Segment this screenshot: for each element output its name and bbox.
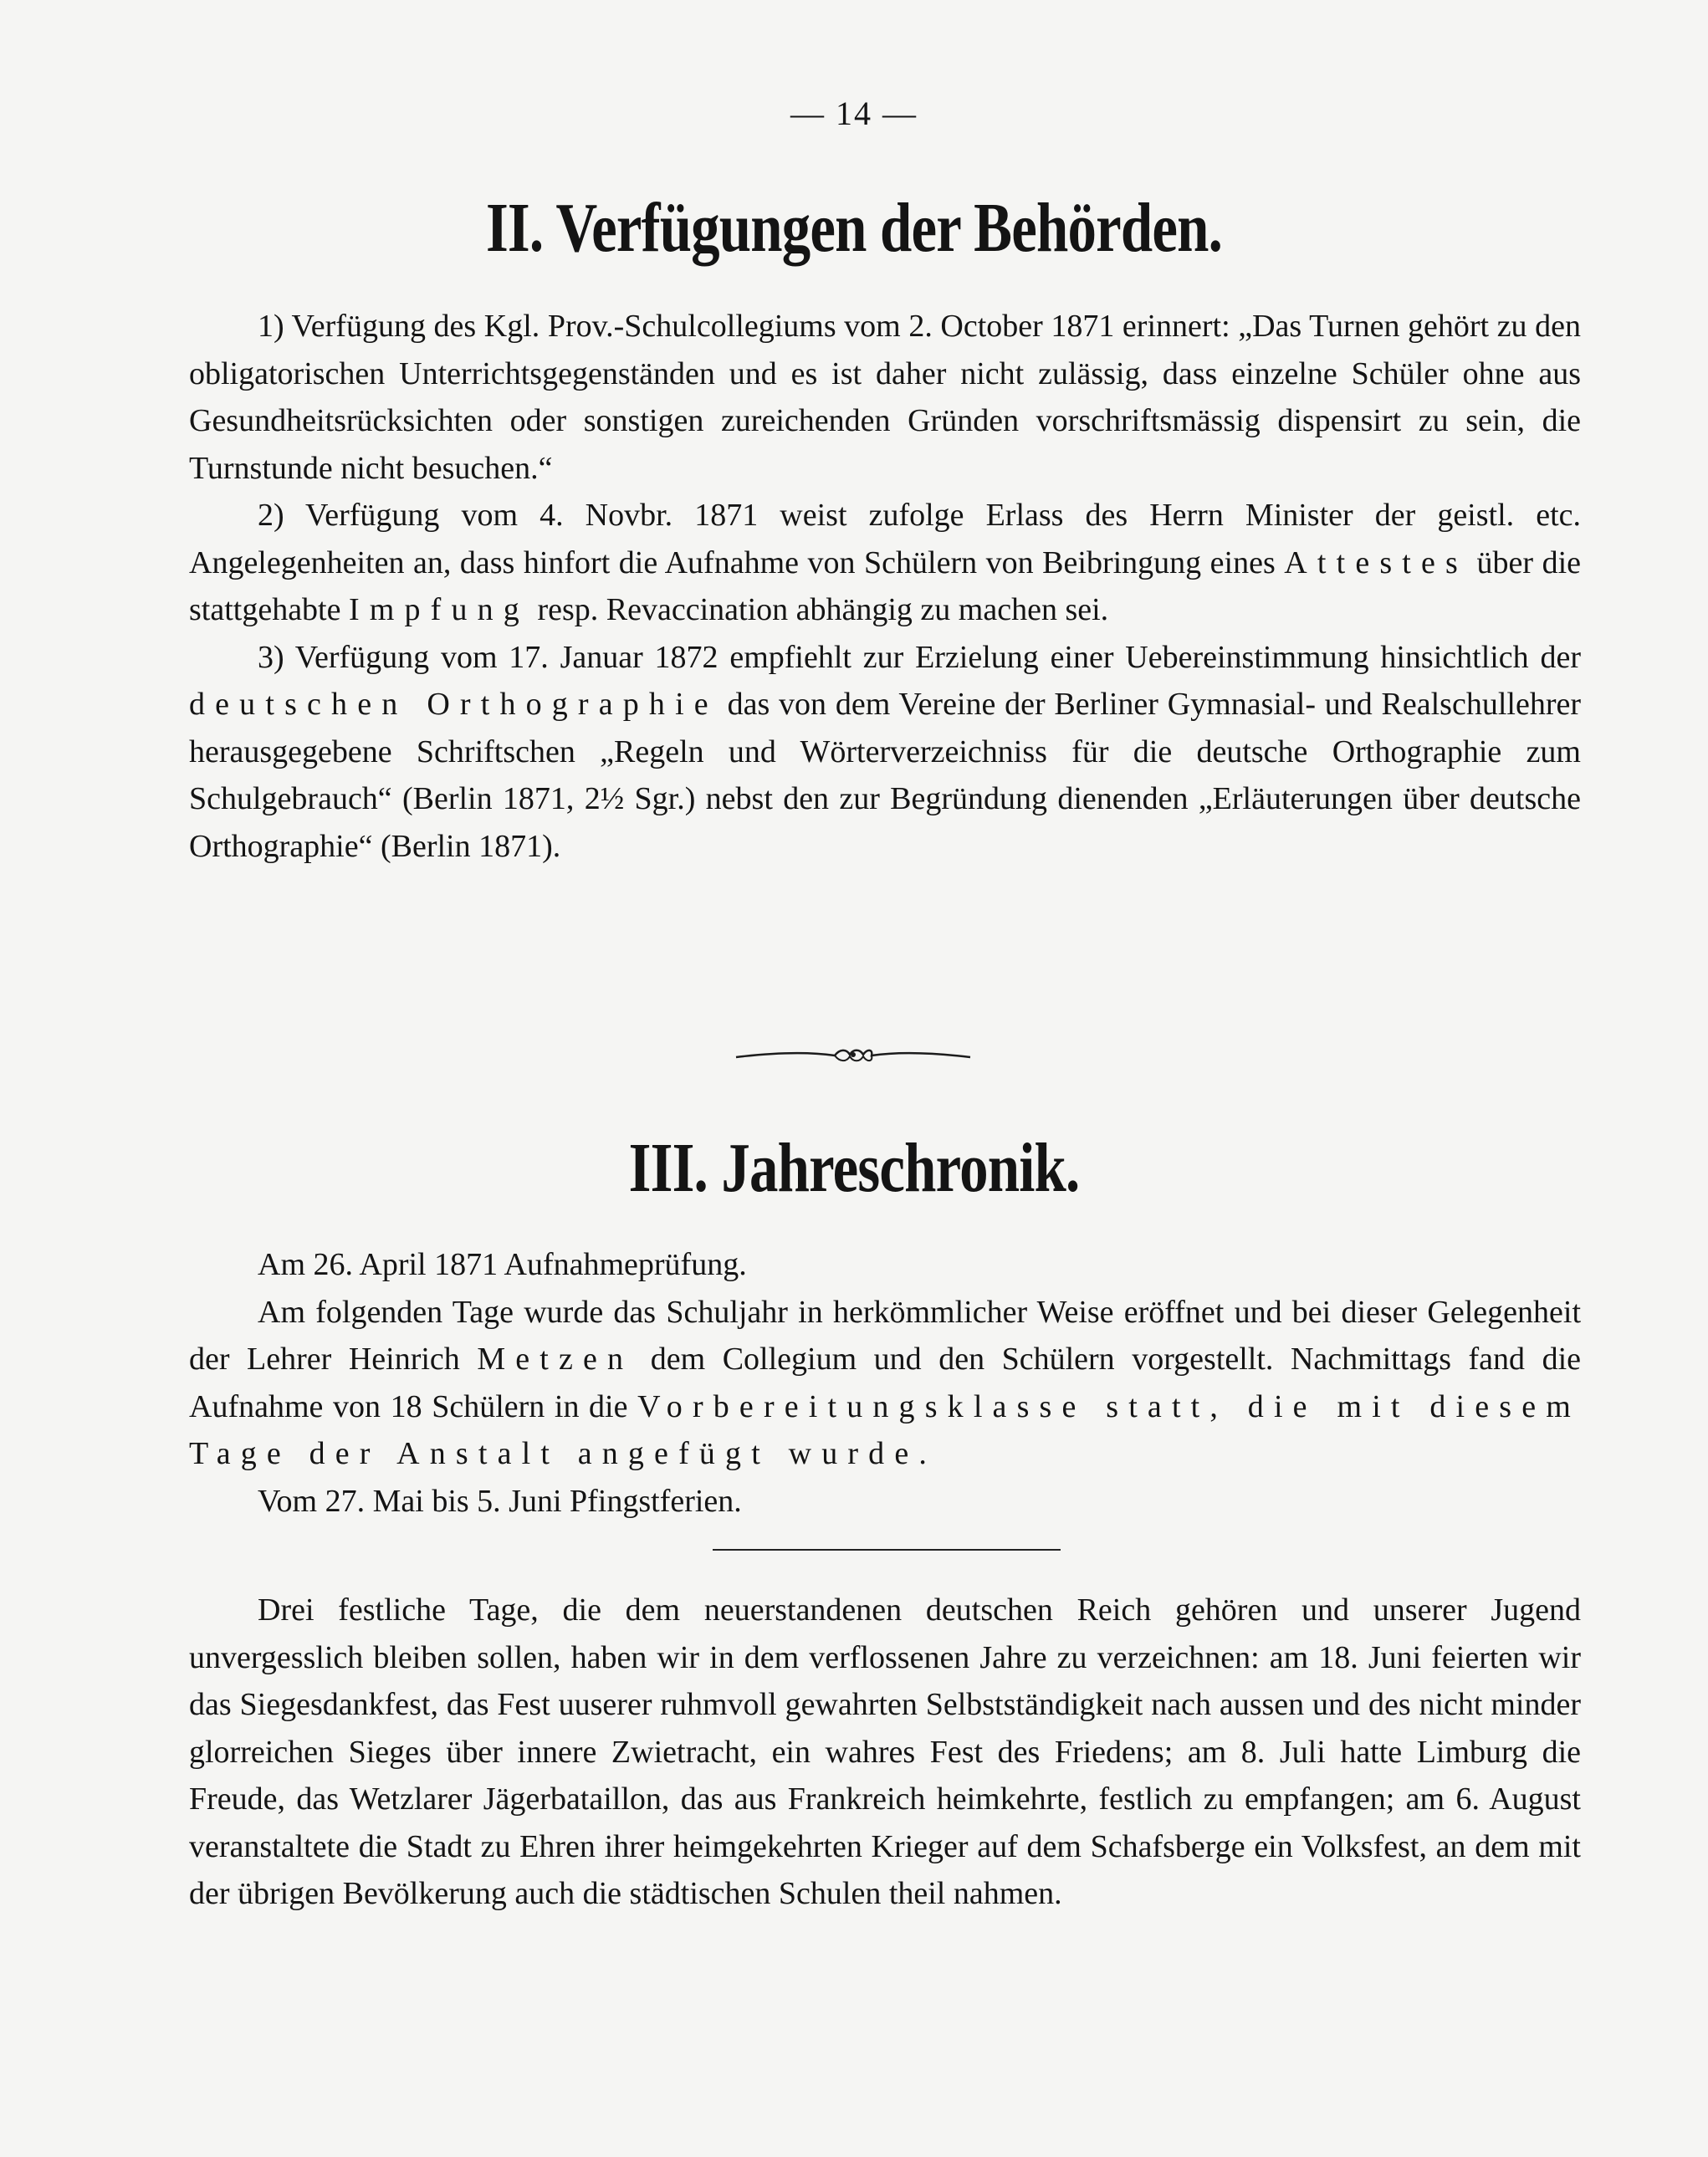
order-paragraph-1: 1) Verfügung des Kgl. Prov.-Schulcollegiums vom 2. October 1871 erinnert: „Das Turnen gehört zu den obligatorischen Unterrichtsgegenständen und es ist daher nicht zulässig, dass einzelne Schüler ohne aus Gesundheitsrücksichten oder sonstigen zureichenden Gründen vorschriftsmässig dispensirt zu sein, die Turnstunde nicht besuchen.“: [189, 309, 1581, 486]
chronicle-paragraph-1: Am 26. April 1871 Aufnahmeprüfung.: [258, 1247, 747, 1282]
chronicle-2-spaced-vorbereitung: Vorbereitungsklasse statt, die mit diesem Tage der Anstalt angefügt wurde.: [189, 1388, 1581, 1471]
order-2-spaced-attestes: Attestes: [1284, 544, 1469, 580]
section-heading-jahreschronik: III. Jahreschronik.: [628, 1129, 1080, 1207]
chronicle-paragraph-2: [189, 1289, 1581, 1478]
festive-days-section: [189, 1587, 1581, 1918]
order-3-text-a: 3) Verfügung vom 17. Januar 1872 empfiehlt zur Erzielung einer Uebereinstimmung hinsichtlich der: [258, 639, 1581, 675]
order-paragraph-3: [189, 634, 1581, 871]
order-3-text-b: das von dem Vereine der Berliner Gymnasial- und Realschullehrer herausgegebene Schriftschen „Regeln und Wörterverzeichniss für die deutsche Orthographie zum Schulgebrauch“ (Berlin 1871, 2½ Sgr.) nebst den zur Begründung dienenden „Erläuterungen über deutsche Orthographie“ (Berlin 1871).: [189, 687, 1581, 864]
order-2-text-c: resp. Revaccination abhängig zu machen sei.: [537, 592, 1109, 627]
chronicle-2-text-a: Am folgenden Tage wurde das Schuljahr in herkömmlicher Weise eröffnet und bei dieser Gelegenheit der Lehrer Heinrich: [189, 1294, 1581, 1377]
ornament-divider-icon: [728, 1040, 979, 1069]
order-2-text-b: über die stattgehabte: [189, 544, 1582, 627]
order-2-spaced-impfung: Impfung: [348, 592, 529, 627]
order-3-spaced-orthographie: deutschen Orthographie: [189, 687, 718, 722]
chronicle-2-spaced-metzen: Metzen: [477, 1342, 634, 1377]
order-paragraph-2: [189, 492, 1581, 634]
chronicle-2-text-b: dem Collegium und den Schülern vorgestellt. Nachmittags fand die Aufnahme von 18 Schülern in die: [189, 1342, 1582, 1424]
section-rule: [713, 1549, 1061, 1551]
section-heading-verfuegungen: II. Verfügungen der Behörden.: [485, 189, 1223, 267]
festive-days-paragraph: Drei festliche Tage, die dem neuerstandenen deutschen Reich gehören und unserer Jugend unvergesslich bleiben sollen, haben wir in dem verflossenen Jahre zu verzeichnen: am 18. Juni feierten wir das Siegesdankfest, das Fest uuserer ruhmvoll gewahrten Selbstständigkeit nach aussen und des nicht minder glorreichen Sieges über innere Zwietracht, ein wahres Fest des Friedens; am 8. Juli hatte Limburg die Freude, das Wetzlarer Jägerbataillon, das aus Frankreich heimkehrte, festlich zu empfangen; am 6. August veranstaltete die Stadt zu Ehren ihrer heimgekehrten Krieger auf dem Schafsberge ein Volksfest, an dem mit der übrigen Bevölkerung auch die städtischen Schulen theil nahmen.: [189, 1592, 1581, 1911]
orders-section: [189, 303, 1581, 870]
chronicle-section: [189, 1241, 1581, 1525]
page-number: — 14 —: [790, 95, 918, 132]
order-2-text-a: 2) Verfügung vom 4. Novbr. 1871 weist zufolge Erlass des Herrn Minister der geistl. etc. Angelegenheiten an, dass hinfort die Aufnahme von Schülern von Beibringung eines: [189, 498, 1581, 580]
chronicle-paragraph-3: Vom 27. Mai bis 5. Juni Pfingstferien.: [258, 1483, 742, 1519]
